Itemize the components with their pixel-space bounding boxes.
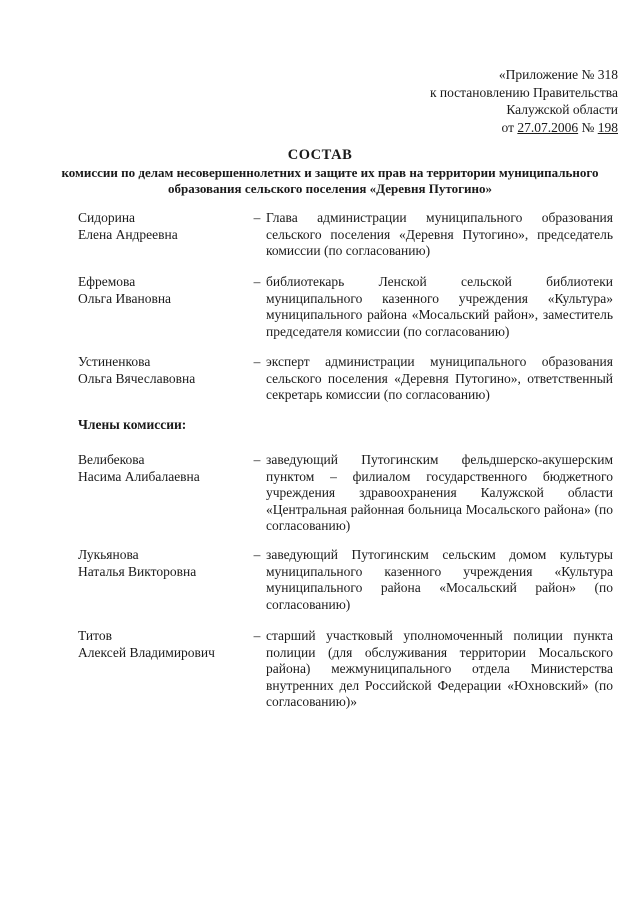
person-given-names: Алексей Владимирович (78, 644, 215, 660)
person-surname: Титов (78, 628, 112, 643)
document-subtitle: комиссии по делам несовершеннолетних и защите их прав на территории муниципального образования сельского поселения «Деревня Путогино» (61, 165, 599, 196)
person-given-names: Насима Алибалаевна (78, 468, 200, 484)
person-name (78, 274, 248, 307)
person-name (78, 354, 248, 387)
person-given-names: Наталья Викторовна (78, 563, 197, 579)
person-role: старший участковый уполномоченный полиции пункта полиции (для обслуживания территории Мосальского района) межмуниципального отдела Министерства внутренних дел Российской Федерации «Юхновский» (по согласованию)» (266, 628, 613, 709)
person-surname: Лукьянова (78, 547, 139, 562)
members-heading: Члены комиссии: (78, 417, 187, 432)
person-role: заведующий Путогинским фельдшерско-акушерским пунктом – филиалом государственного бюджетного учреждения здравоохранения Калужской области «Центральная районная больница Мосальского района» (по согласованию) (266, 452, 613, 533)
person-surname: Сидорина (78, 210, 136, 225)
person-surname: Ефремова (78, 274, 136, 289)
person-role: Глава администрации муниципального образования сельского поселения «Деревня Путогино», председатель комиссии (по согласованию) (266, 210, 613, 258)
appendix-block (430, 66, 618, 136)
dash-separator: – (253, 274, 261, 289)
appendix-date-prefix: от (501, 119, 518, 135)
person-name (78, 452, 248, 485)
person-given-names: Елена Андреевна (78, 226, 178, 242)
document-title: СОСТАВ (287, 147, 353, 163)
dash-separator: – (253, 547, 261, 562)
person-role: эксперт администрации муниципального образования сельского поселения «Деревня Путогино», ответственный секретарь комиссии (по согласованию) (266, 354, 613, 402)
appendix-date: 27.07.2006 (517, 119, 579, 135)
dash-separator: – (253, 628, 261, 643)
person-name (78, 628, 248, 661)
appendix-number-sign: № (578, 119, 598, 135)
person-role: заведующий Путогинским сельским домом культуры муниципального казенного учреждения «Культура муниципального района «Мосальский район» (по согласованию) (266, 547, 613, 612)
person-surname: Устиненкова (78, 354, 151, 369)
person-surname: Велибекова (78, 452, 145, 467)
appendix-line-2: к постановлению Правительства (429, 84, 618, 100)
appendix-line-4 (430, 119, 618, 137)
person-name (78, 210, 248, 243)
dash-separator: – (253, 354, 261, 369)
appendix-number: 198 (597, 119, 618, 135)
dash-separator: – (253, 210, 261, 225)
appendix-line-1: «Приложение № 318 (498, 67, 618, 82)
person-name (78, 547, 248, 580)
person-given-names: Ольга Ивановна (78, 290, 172, 306)
person-role: библиотекарь Ленской сельской библиотеки муниципального казенного учреждения «Культура» муниципального района «Мосальский район», заместитель председателя комиссии (по согласованию) (266, 274, 613, 339)
appendix-line-3: Калужской области (506, 102, 618, 117)
person-given-names: Ольга Вячеславовна (78, 370, 196, 386)
dash-separator: – (253, 452, 261, 467)
